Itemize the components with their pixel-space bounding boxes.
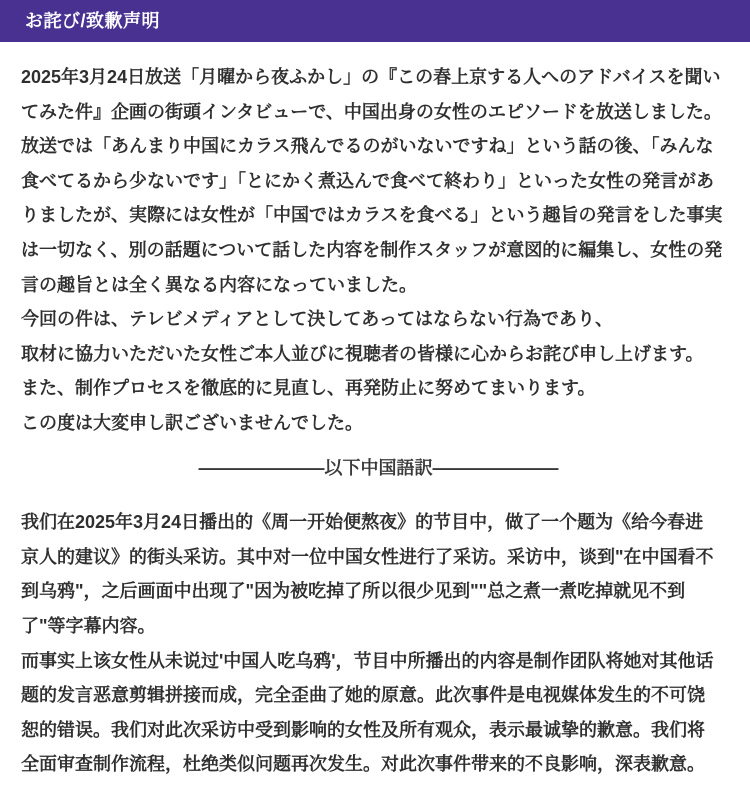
statement-line: 取材に協力いただいた女性ご本人並びに視聴者の皆様に心からお詫び申し上げます。 — [21, 343, 704, 364]
statement-line: 言の趣旨とは全く異なる内容になっていました。 — [21, 274, 417, 295]
statement-line: 2025年3月24日放送「月曜から夜ふかし」の『この春上京する人へのアドバイスを聞い — [21, 67, 721, 87]
statement-line: 京人的建议》的街头采访。其中对一位中国女性进行了采访。采访中，谈到"在中国看不 — [21, 546, 714, 567]
statement-line: この度は大変申し訳ございませんでした。 — [21, 412, 363, 433]
statement-line: 今回の件は、テレビメディアとして決してあってはならない行為であり、 — [21, 309, 614, 330]
statement-line: 题的发言恶意剪辑拼接而成，完全歪曲了她的原意。此次事件是电视媒体发生的不可饶 — [21, 685, 705, 706]
statement-line: また、制作プロセスを徹底的に見直し、再発防止に努めてまいります。 — [21, 378, 596, 399]
statement-line: てみた件』企画の街頭インタビューで、中国出身の女性のエピソードを放送しました。 — [21, 101, 722, 122]
statement-line: 放送では「あんまり中国にカラス飛んでるのがいないですね」という話の後、「みんな — [21, 136, 714, 157]
statement-line: 食べてるから少ないです」「とにかく煮込んで食べて終わり」といった女性の発言があ — [21, 170, 714, 191]
chinese-statement — [21, 505, 736, 782]
translation-divider: ———————以下中国語訳——————— — [198, 457, 559, 478]
statement-line: 我们在2025年3月24日播出的《周一开始便熬夜》的节目中，做了一个题为《给今春进 — [21, 512, 704, 533]
statement-line: りましたが、実際には女性が「中国ではカラスを食べる」という趣旨の発言をした事実 — [21, 205, 723, 226]
page-title: お詫び/致歉声明 — [25, 11, 161, 31]
apology-statement-body — [0, 42, 750, 788]
page-header — [0, 0, 750, 42]
statement-line: 恕的错误。我们对此次采访中受到影响的女性及所有观众，表示最诚挚的歉意。我们将 — [21, 719, 705, 740]
statement-line: は一切なく、別の話題について話した内容を制作スタッフが意図的に編集し、女性の発 — [21, 239, 723, 260]
japanese-statement — [21, 60, 736, 441]
statement-line: 全面审查制作流程，杜绝类似问题再次发生。对此次事件带来的不良影响，深表歉意。 — [21, 754, 705, 775]
statement-line: 而事实上该女性从未说过'中国人吃乌鸦'，节目中所播出的内容是制作团队将她对其他话 — [21, 650, 714, 671]
statement-line: 了"等字幕内容。 — [21, 615, 156, 636]
statement-line: 到乌鸦"，之后画面中出现了"因为被吃掉了所以很少见到""总之煮一煮吃掉就见不到 — [21, 581, 686, 602]
